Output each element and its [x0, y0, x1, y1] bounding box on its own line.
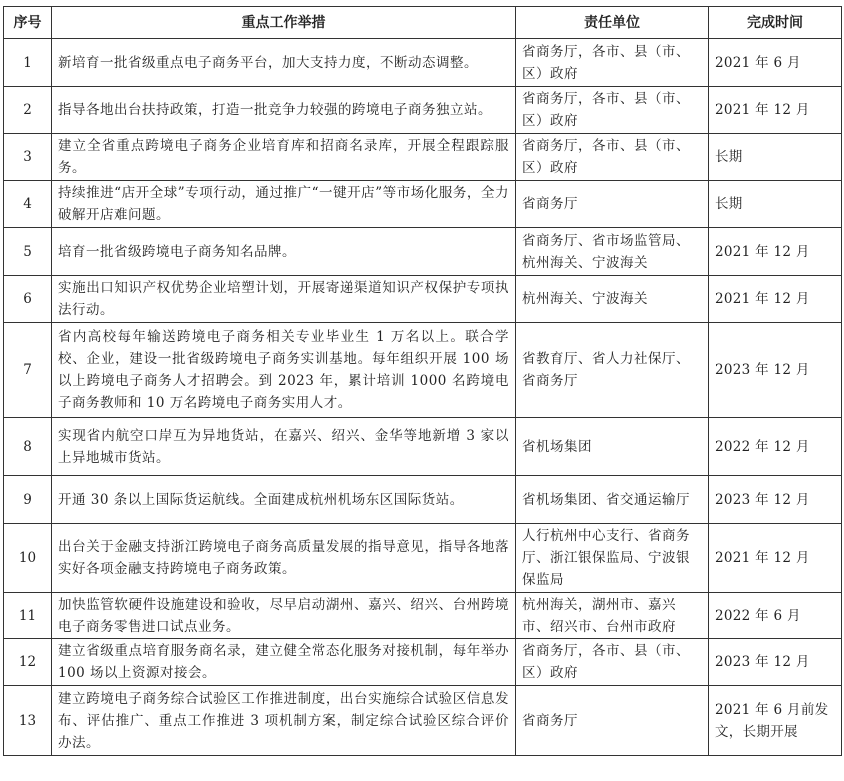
row-seq: 2	[4, 87, 52, 134]
table-row	[4, 276, 842, 323]
row-task: 省内高校每年输送跨境电子商务相关专业毕业生 1 万名以上。联合学校、企业，建设一批省级跨境电子商务实训基地。每年组织开展 100 场以上跨境电子商务人才招聘会。到 2023 年，累计培训 1000 名跨境电子商务教师和 10 万名跨境电子商务实用人才。	[52, 323, 516, 418]
row-time: 2021 年 12 月	[709, 276, 842, 323]
header-time: 完成时间	[709, 7, 842, 39]
row-unit: 省商务厅、省市场监管局、杭州海关、宁波海关	[516, 228, 709, 276]
row-unit: 杭州海关、宁波海关	[516, 276, 709, 323]
table-row	[4, 686, 842, 756]
row-task: 指导各地出台扶持政策，打造一批竞争力较强的跨境电子商务独立站。	[52, 87, 516, 134]
row-seq: 1	[4, 39, 52, 87]
row-time: 2021 年 6 月	[709, 39, 842, 87]
header-unit: 责任单位	[516, 7, 709, 39]
table-row	[4, 418, 842, 476]
table-row	[4, 134, 842, 181]
row-unit: 省教育厅、省人力社保厅、省商务厅	[516, 323, 709, 418]
table-row	[4, 228, 842, 276]
row-time: 2021 年 6 月前发文，长期开展	[709, 686, 842, 756]
header-task: 重点工作举措	[52, 7, 516, 39]
row-seq: 7	[4, 323, 52, 418]
row-seq: 8	[4, 418, 52, 476]
table-row	[4, 593, 842, 639]
row-time: 2023 年 12 月	[709, 323, 842, 418]
row-seq: 6	[4, 276, 52, 323]
row-seq: 11	[4, 593, 52, 639]
row-task: 开通 30 条以上国际货运航线。全面建成杭州机场东区国际货站。	[52, 476, 516, 524]
row-unit: 省商务厅，各市、县（市、区）政府	[516, 39, 709, 87]
row-time: 2022 年 6 月	[709, 593, 842, 639]
row-unit: 省机场集团	[516, 418, 709, 476]
table-row	[4, 181, 842, 228]
row-task: 建立省级重点培育服务商名录，建立健全常态化服务对接机制，每年举办 100 场以上资源对接会。	[52, 639, 516, 686]
row-task: 持续推进“店开全球”专项行动，通过推广“一键开店”等市场化服务，全力破解开店难问题。	[52, 181, 516, 228]
row-time: 2021 年 12 月	[709, 524, 842, 593]
header-seq: 序号	[4, 7, 52, 39]
table-header-row	[4, 7, 842, 39]
row-unit: 省商务厅	[516, 181, 709, 228]
table-row	[4, 639, 842, 686]
row-time: 2021 年 12 月	[709, 228, 842, 276]
row-task: 加快监管软硬件设施建设和验收，尽早启动湖州、嘉兴、绍兴、台州跨境电子商务零售进口试点业务。	[52, 593, 516, 639]
table-row	[4, 323, 842, 418]
work-measures-table	[3, 6, 842, 756]
row-seq: 12	[4, 639, 52, 686]
row-time: 长期	[709, 134, 842, 181]
row-task: 实施出口知识产权优势企业培塑计划，开展寄递渠道知识产权保护专项执法行动。	[52, 276, 516, 323]
row-task: 新培育一批省级重点电子商务平台，加大支持力度，不断动态调整。	[52, 39, 516, 87]
row-unit: 省商务厅，各市、县（市、区）政府	[516, 639, 709, 686]
table-row	[4, 39, 842, 87]
row-task: 出台关于金融支持浙江跨境电子商务高质量发展的指导意见，指导各地落实好各项金融支持跨境电子商务政策。	[52, 524, 516, 593]
row-unit: 省商务厅	[516, 686, 709, 756]
row-unit: 省商务厅，各市、县（市、区）政府	[516, 87, 709, 134]
row-task: 建立全省重点跨境电子商务企业培育库和招商名录库，开展全程跟踪服务。	[52, 134, 516, 181]
row-seq: 3	[4, 134, 52, 181]
row-seq: 10	[4, 524, 52, 593]
row-seq: 4	[4, 181, 52, 228]
table-row	[4, 524, 842, 593]
row-seq: 5	[4, 228, 52, 276]
row-task: 培育一批省级跨境电子商务知名品牌。	[52, 228, 516, 276]
row-unit: 省商务厅，各市、县（市、区）政府	[516, 134, 709, 181]
row-unit: 杭州海关，湖州市、嘉兴市、绍兴市、台州市政府	[516, 593, 709, 639]
row-time: 2023 年 12 月	[709, 476, 842, 524]
row-unit: 省机场集团、省交通运输厅	[516, 476, 709, 524]
row-unit: 人行杭州中心支行、省商务厅、浙江银保监局、宁波银保监局	[516, 524, 709, 593]
row-time: 长期	[709, 181, 842, 228]
table-row	[4, 476, 842, 524]
row-time: 2022 年 12 月	[709, 418, 842, 476]
row-task: 实现省内航空口岸互为异地货站，在嘉兴、绍兴、金华等地新增 3 家以上异地城市货站。	[52, 418, 516, 476]
row-time: 2023 年 12 月	[709, 639, 842, 686]
row-time: 2021 年 12 月	[709, 87, 842, 134]
row-task: 建立跨境电子商务综合试验区工作推进制度，出台实施综合试验区信息发布、评估推广、重点工作推进 3 项机制方案，制定综合试验区综合评价办法。	[52, 686, 516, 756]
table-row	[4, 87, 842, 134]
row-seq: 13	[4, 686, 52, 756]
row-seq: 9	[4, 476, 52, 524]
